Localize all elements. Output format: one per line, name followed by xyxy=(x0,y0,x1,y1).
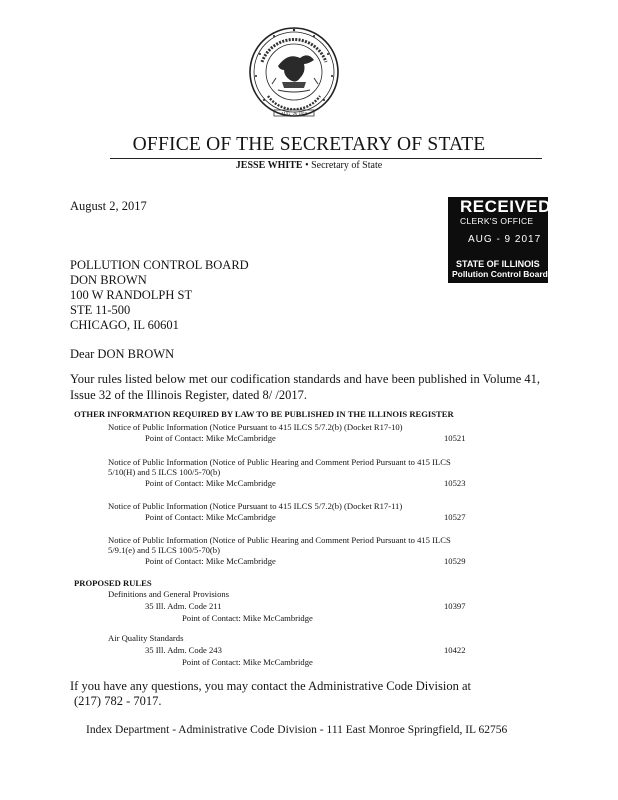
letter-date: August 2, 2017 xyxy=(70,199,147,213)
notice-title: Notice of Public Information (Notice Pursuant to 415 ILCS 5/7.2(b) (Docket R17-10) xyxy=(108,422,403,432)
header-subtitle xyxy=(0,160,618,171)
notice-page-number: 10527 xyxy=(444,512,466,522)
notice-title: Notice of Public Information (Notice of Public Hearing and Comment Period Pursuant to 415 ILCS xyxy=(108,535,451,545)
stamp-line-1: RECEIVED xyxy=(460,197,551,216)
notice-title-cont: 5/10(H) and 5 ILCS 100/5-70(b) xyxy=(108,467,221,477)
page-footer: Index Department - Administrative Code Division - 111 East Monroe Springfield, IL 62756 xyxy=(86,724,508,736)
recipient-line: CHICAGO, IL 60601 xyxy=(70,318,179,332)
rule-title: Definitions and General Provisions xyxy=(108,589,230,599)
notice-title-cont: 5/9.1(e) and 5 ILCS 100/5-70(b) xyxy=(108,545,220,555)
stamp-line-5: Pollution Control Board xyxy=(452,269,548,279)
svg-text:AUG. 26 1818: AUG. 26 1818 xyxy=(280,111,308,116)
notice-page-number: 10523 xyxy=(444,478,466,488)
state-seal-logo xyxy=(248,22,340,126)
section-heading-proposed-rules: PROPOSED RULES xyxy=(74,578,152,588)
notice-page-number: 10521 xyxy=(444,433,466,443)
closing-line-2: (217) 782 - 7017. xyxy=(74,694,162,708)
official-title: • Secretary of State xyxy=(305,160,383,171)
received-stamp xyxy=(448,197,551,283)
notice-title: Notice of Public Information (Notice Pursuant to 415 ILCS 5/7.2(b) (Docket R17-11) xyxy=(108,501,403,511)
notice-page-number: 10529 xyxy=(444,556,466,566)
rule-page-number: 10422 xyxy=(444,645,466,655)
page-title: OFFICE OF THE SECRETARY OF STATE xyxy=(132,134,486,155)
rule-code: 35 Ill. Adm. Code 211 xyxy=(145,601,222,611)
stamp-line-2: CLERK'S OFFICE xyxy=(460,216,534,226)
rule-code: 35 Ill. Adm. Code 243 xyxy=(145,645,222,655)
salutation: Dear DON BROWN xyxy=(70,347,175,361)
official-name: JESSE WHITE xyxy=(235,160,303,171)
stamp-line-4: STATE OF ILLINOIS xyxy=(456,259,540,269)
stamp-line-3: AUG - 9 2017 xyxy=(468,234,542,245)
closing-line-1: If you have any questions, you may contact the Administrative Code Division at xyxy=(70,679,471,693)
notice-contact: Point of Contact: Mike McCambridge xyxy=(145,556,276,566)
recipient-line: 100 W RANDOLPH ST xyxy=(70,288,193,302)
notice-contact: Point of Contact: Mike McCambridge xyxy=(145,478,276,488)
section-heading-other-info: OTHER INFORMATION REQUIRED BY LAW TO BE PUBLISHED IN THE ILLINOIS REGISTER xyxy=(74,409,454,419)
recipient-line: POLLUTION CONTROL BOARD xyxy=(70,258,249,272)
rule-title: Air Quality Standards xyxy=(108,633,184,643)
rule-contact: Point of Contact: Mike McCambridge xyxy=(182,657,313,667)
rule-contact: Point of Contact: Mike McCambridge xyxy=(182,613,313,623)
notice-contact: Point of Contact: Mike McCambridge xyxy=(145,433,276,443)
header-rule xyxy=(110,158,542,159)
body-line-1: Your rules listed below met our codification standards and have been published in Volume 41, xyxy=(70,372,541,386)
recipient-line: STE 11-500 xyxy=(70,303,131,317)
notice-contact: Point of Contact: Mike McCambridge xyxy=(145,512,276,522)
recipient-line: DON BROWN xyxy=(70,273,147,287)
rule-page-number: 10397 xyxy=(444,601,466,611)
body-line-2: Issue 32 of the Illinois Register, dated 8/ /2017. xyxy=(70,388,307,402)
notice-title: Notice of Public Information (Notice of Public Hearing and Comment Period Pursuant to 415 ILCS xyxy=(108,457,451,467)
